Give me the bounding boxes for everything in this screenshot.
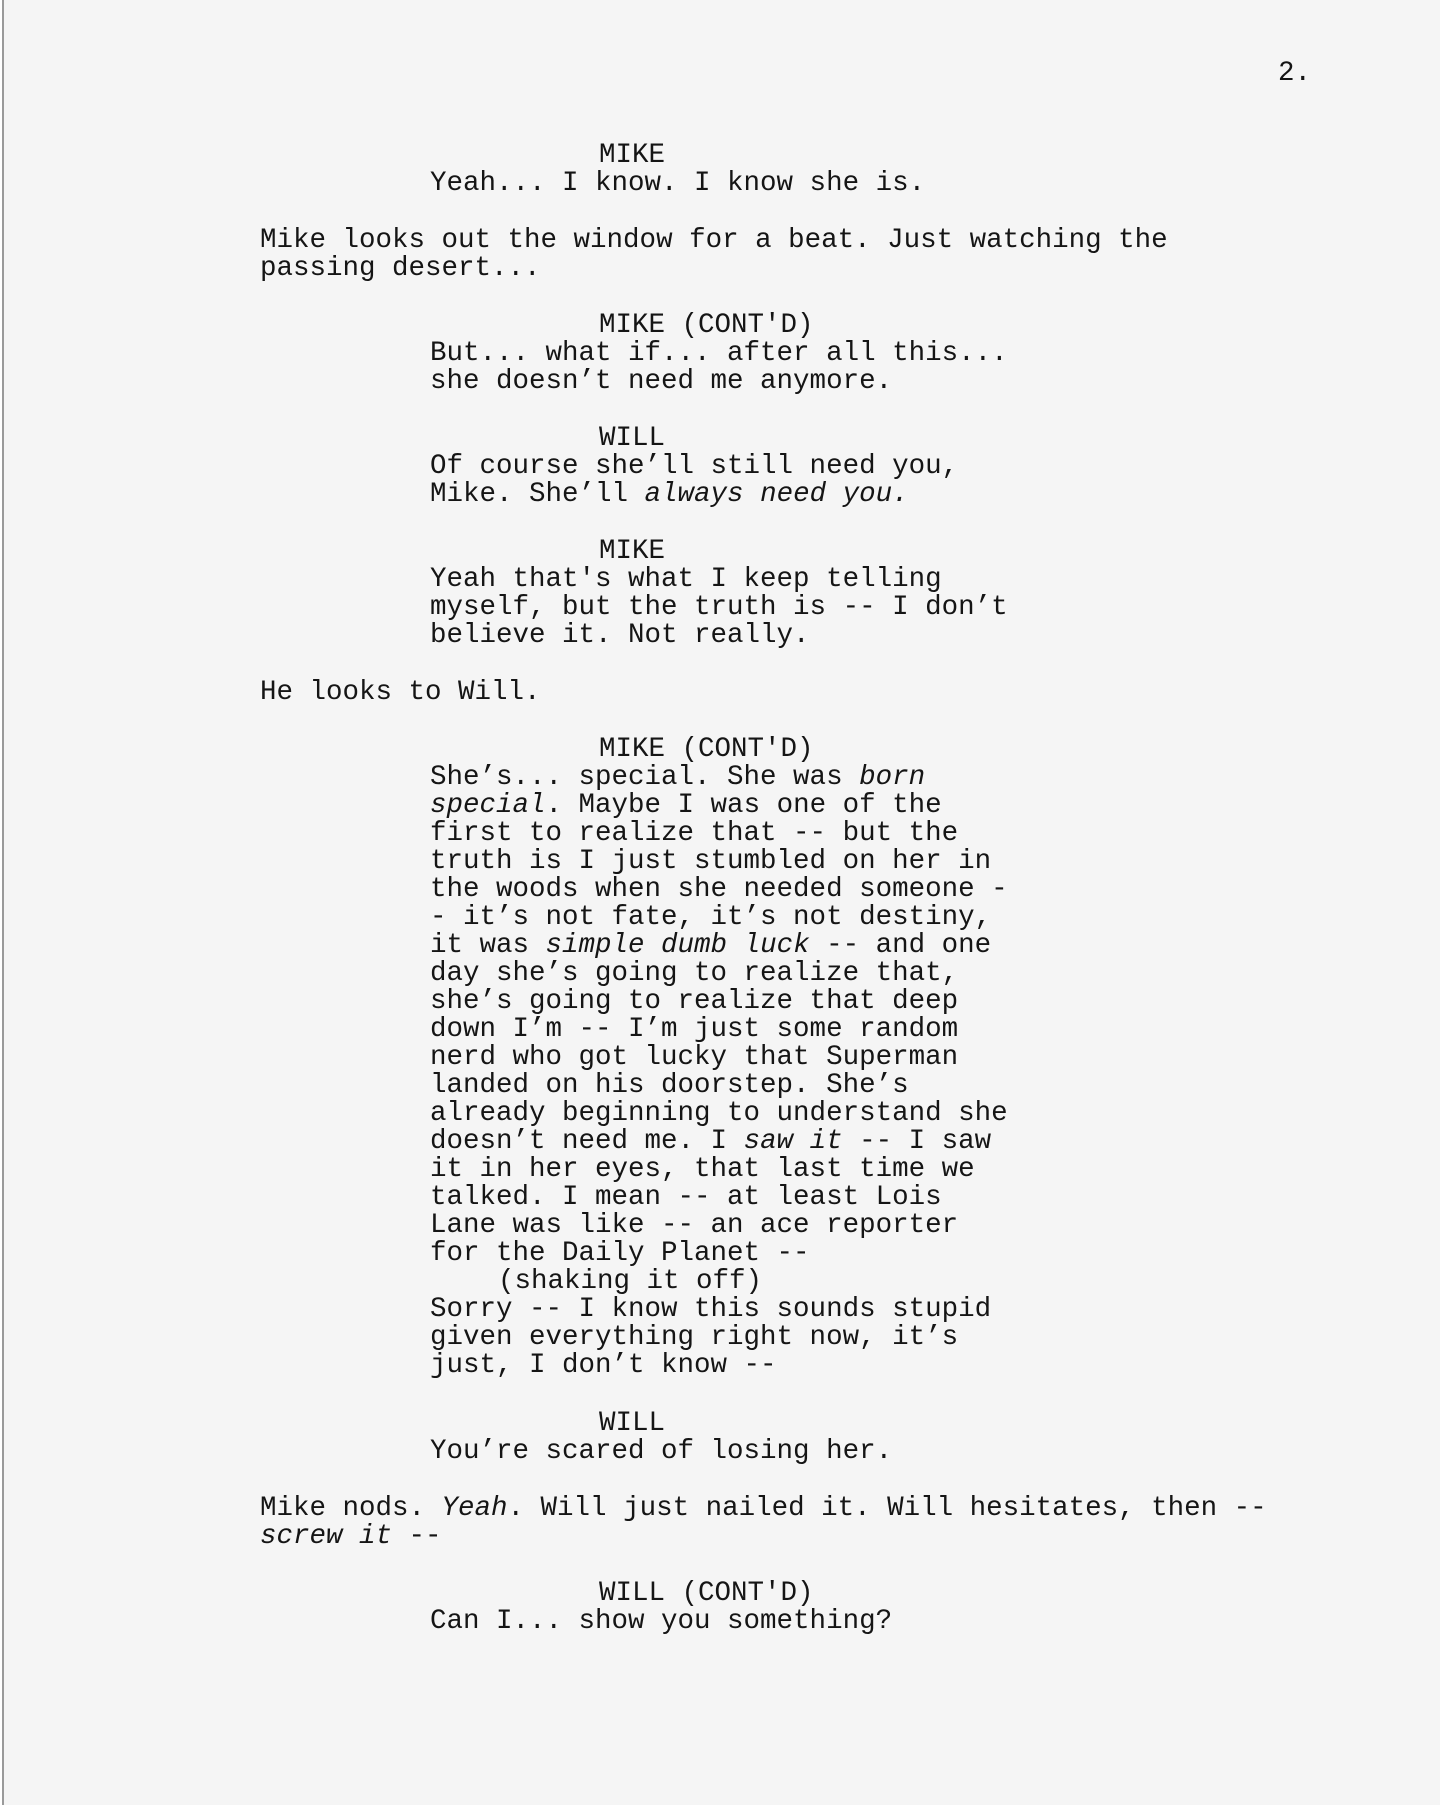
character-name: MIKE (CONT'D) (599, 310, 814, 341)
emphasis-text: screw it (260, 1521, 393, 1552)
dialogue-line: landed on his doorstep. She’s (430, 1070, 909, 1101)
character-name: MIKE (CONT'D) (599, 734, 814, 765)
dialogue-line (430, 932, 991, 960)
dialogue-line: truth is I just stumbled on her in (430, 846, 992, 877)
emphasis-text: special (430, 790, 546, 821)
dialogue-line: Can I... show you something? (430, 1606, 893, 1637)
emphasis-text: simple dumb luck (545, 930, 810, 961)
script-page (2, 0, 1440, 1805)
character-name: MIKE (599, 536, 666, 567)
dialogue-line: down I’m -- I’m just some random (430, 1014, 959, 1045)
character-name: WILL (599, 423, 666, 454)
dialogue-text: -- and one (809, 930, 992, 961)
action-line: passing desert... (260, 253, 541, 284)
dialogue-line: she’s going to realize that deep (430, 986, 959, 1017)
dialogue-line (430, 764, 925, 792)
dialogue-line: Lane was like -- an ace reporter (430, 1210, 959, 1241)
character-name: MIKE (599, 140, 666, 171)
dialogue-text: it was (430, 930, 546, 961)
emphasis-text: born (859, 762, 926, 793)
dialogue-line: she doesn’t need me anymore. (430, 366, 893, 397)
action-line (260, 1523, 442, 1551)
action-line: Mike looks out the window for a beat. Just watching the (260, 225, 1168, 256)
action-text: Mike nods. (260, 1493, 442, 1524)
action-line (260, 1495, 1267, 1523)
dialogue-line: talked. I mean -- at least Lois (430, 1182, 942, 1213)
dialogue-line: day she’s going to realize that, (430, 958, 959, 989)
dialogue-line: believe it. Not really. (430, 620, 810, 651)
dialogue-line: it in her eyes, that last time we (430, 1154, 975, 1185)
emphasis-text: saw it (743, 1126, 843, 1157)
dialogue-line (430, 481, 909, 509)
dialogue-line: nerd who got lucky that Superman (430, 1042, 959, 1073)
character-name: WILL (599, 1408, 666, 1439)
dialogue-line: You’re scared of losing her. (430, 1436, 893, 1467)
dialogue-line: first to realize that -- but the (430, 818, 959, 849)
emphasis-text: always need you. (644, 479, 909, 510)
dialogue-line: But... what if... after all this... (430, 338, 1008, 369)
dialogue-text: -- I saw (842, 1126, 992, 1157)
dialogue-line: given everything right now, it’s (430, 1322, 959, 1353)
screenplay-body (4, 0, 1440, 1805)
dialogue-line: for the Daily Planet -- (430, 1238, 810, 1269)
dialogue-text: She’s... special. She was (430, 762, 860, 793)
dialogue-line: Yeah... I know. I know she is. (430, 168, 926, 199)
dialogue-text: doesn’t need me. I (430, 1126, 744, 1157)
dialogue-line: already beginning to understand she (430, 1098, 1008, 1129)
action-text: -- (392, 1521, 442, 1552)
dialogue-line (430, 792, 942, 820)
dialogue-line: Sorry -- I know this sounds stupid (430, 1294, 992, 1325)
dialogue-line: myself, but the truth is -- I don’t (430, 592, 1008, 623)
dialogue-text: Mike. She’ll (430, 479, 645, 510)
dialogue-line: the woods when she needed someone - (430, 874, 1008, 905)
character-name: WILL (CONT'D) (599, 1578, 814, 1609)
page-number: 2. (1278, 58, 1312, 89)
dialogue-line: just, I don’t know -- (430, 1350, 777, 1381)
parenthetical: (shaking it off) (498, 1266, 763, 1297)
action-text: . Will just nailed it. Will hesitates, then -- (507, 1493, 1267, 1524)
dialogue-text: . Maybe I was one of the (545, 790, 942, 821)
dialogue-line: - it’s not fate, it’s not destiny, (430, 902, 992, 933)
dialogue-line (430, 1128, 991, 1156)
action-line: He looks to Will. (260, 677, 541, 708)
dialogue-line: Of course she’ll still need you, (430, 451, 959, 482)
emphasis-text: Yeah (441, 1493, 508, 1524)
dialogue-line: Yeah that's what I keep telling (430, 564, 942, 595)
